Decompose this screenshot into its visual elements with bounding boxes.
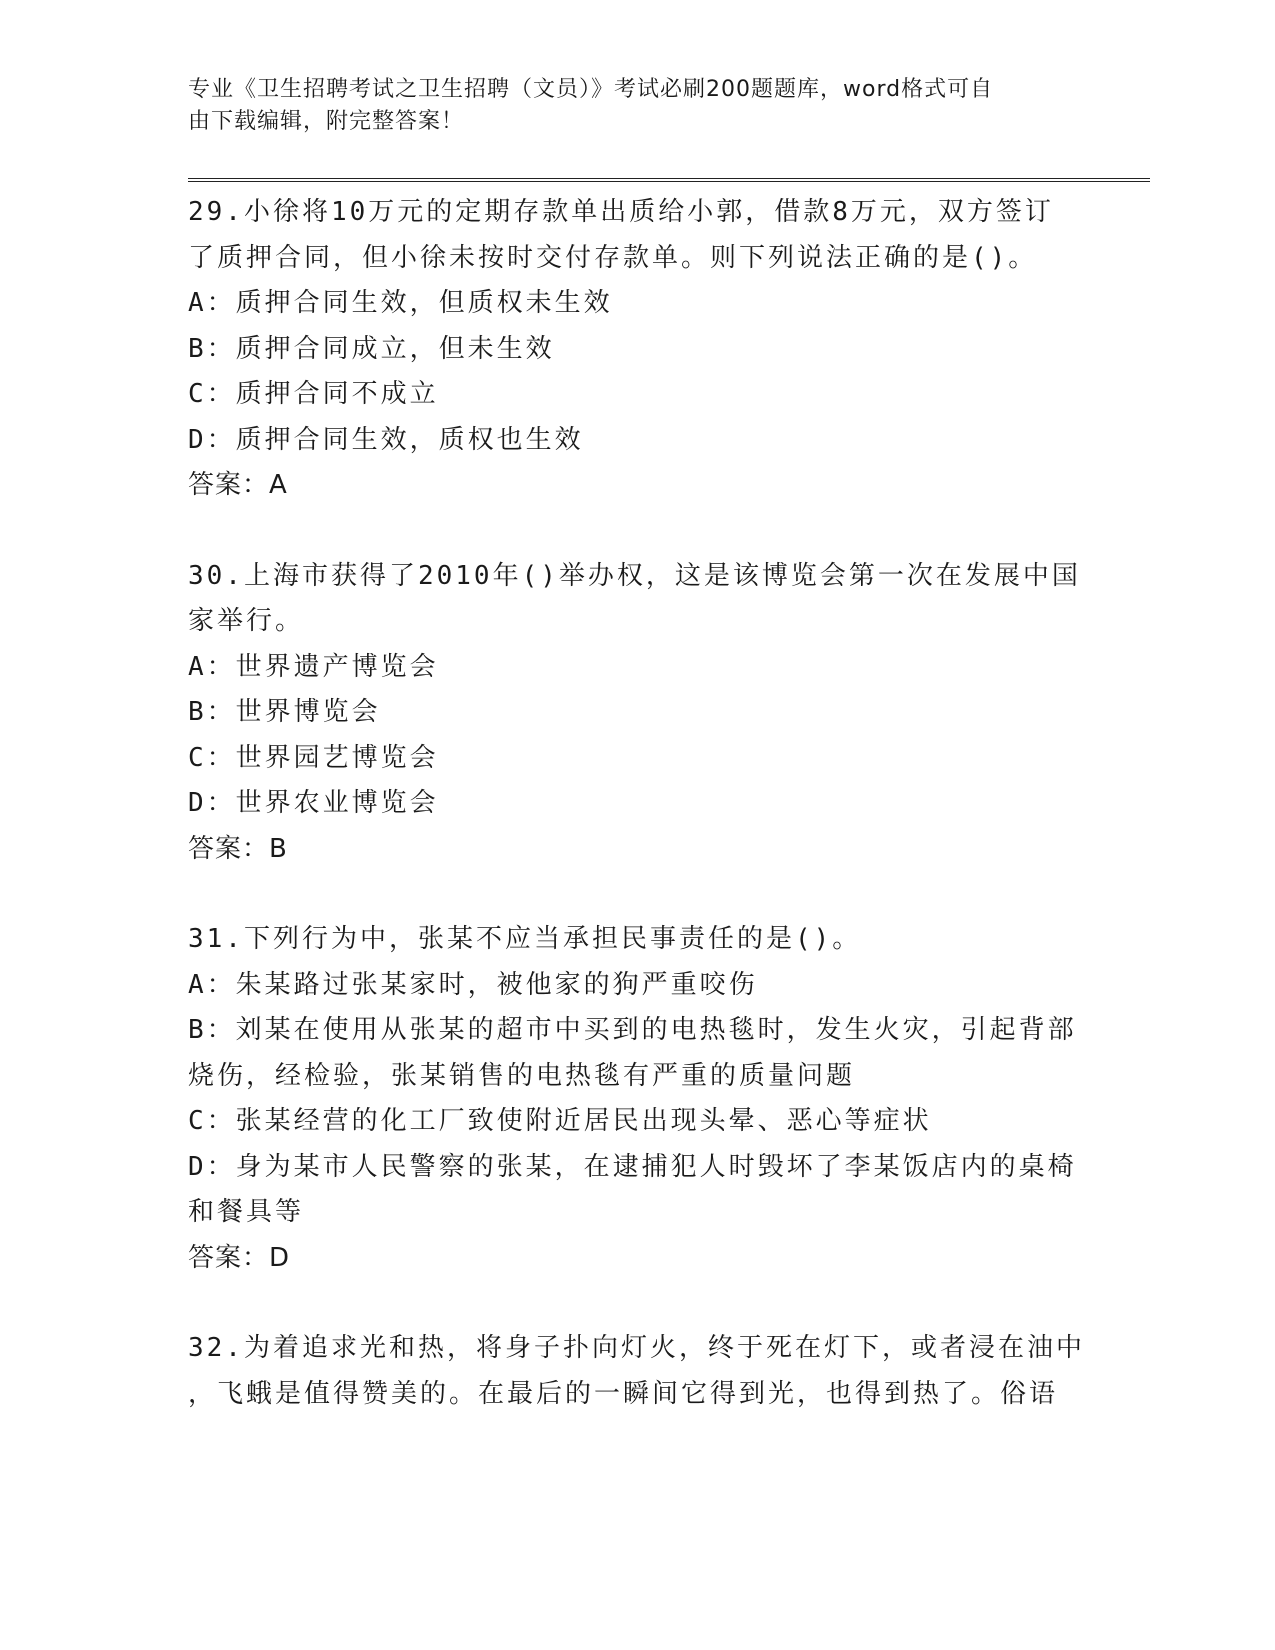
option-d: D：质押合同生效，质权也生效 bbox=[188, 424, 584, 455]
option-c: C：世界园艺博览会 bbox=[188, 742, 439, 773]
question-stem-line: 了质押合同，但小徐未按时交付存款单。则下列说法正确的是()。 bbox=[188, 242, 1038, 273]
question-32 bbox=[188, 1326, 1088, 1417]
question-stem-line: 30.上海市获得了2010年()举办权，这是该博览会第一次在发展中国 bbox=[188, 560, 1081, 591]
question-stem-line: 31.下列行为中，张某不应当承担民事责任的是()。 bbox=[188, 924, 862, 954]
question-stem-line: 29.小徐将10万元的定期存款单出质给小郭，借款8万元，双方签订 bbox=[188, 197, 1054, 227]
option-d-continued: 和餐具等 bbox=[188, 1197, 305, 1227]
question-stem-line: 32.为着追求光和热，将身子扑向灯火，终于死在灯下，或者浸在油中 bbox=[188, 1333, 1085, 1363]
option-c: C：张某经营的化工厂致使附近居民出现头晕、恶心等症状 bbox=[188, 1106, 932, 1136]
header-divider bbox=[188, 178, 1150, 182]
question-stem-line: ，飞蛾是值得赞美的。在最后的一瞬间它得到光，也得到热了。俗语 bbox=[188, 1378, 1059, 1409]
answer-line: 答案：B bbox=[188, 833, 288, 864]
option-b: B：质押合同成立，但未生效 bbox=[188, 333, 555, 364]
question-spacer bbox=[188, 872, 1088, 917]
question-stem-line: 家举行。 bbox=[188, 606, 305, 636]
option-b: B：刘某在使用从张某的超市中买到的电热毯时，发生火灾，引起背部 bbox=[188, 1015, 1077, 1045]
question-29 bbox=[188, 190, 1088, 509]
answer-line: 答案：D bbox=[188, 1242, 291, 1273]
header-title-line-2: 由下载编辑，附完整答案！ bbox=[188, 109, 465, 134]
question-30 bbox=[188, 554, 1088, 873]
header-title-line-1: 专业《卫生招聘考试之卫生招聘（文员）》考试必刷200题题库，word格式可自 bbox=[188, 77, 994, 102]
document-header bbox=[188, 74, 1068, 138]
option-a: A：朱某路过张某家时，被他家的狗严重咬伤 bbox=[188, 969, 758, 1000]
option-b: B：世界博览会 bbox=[188, 697, 381, 727]
option-d: D：身为某市人民警察的张某，在逮捕犯人时毁坏了李某饭店内的桌椅 bbox=[188, 1151, 1077, 1182]
answer-line: 答案：A bbox=[188, 470, 288, 500]
option-d: D：世界农业博览会 bbox=[188, 788, 439, 818]
question-spacer bbox=[188, 1281, 1088, 1326]
question-spacer bbox=[188, 509, 1088, 554]
question-list bbox=[188, 190, 1088, 1417]
option-b-continued: 烧伤，经检验，张某销售的电热毯有严重的质量问题 bbox=[188, 1060, 856, 1091]
option-a: A：质押合同生效，但质权未生效 bbox=[188, 288, 613, 318]
option-c: C：质押合同不成立 bbox=[188, 379, 439, 409]
question-31 bbox=[188, 917, 1088, 1281]
option-a: A：世界遗产博览会 bbox=[188, 651, 439, 682]
